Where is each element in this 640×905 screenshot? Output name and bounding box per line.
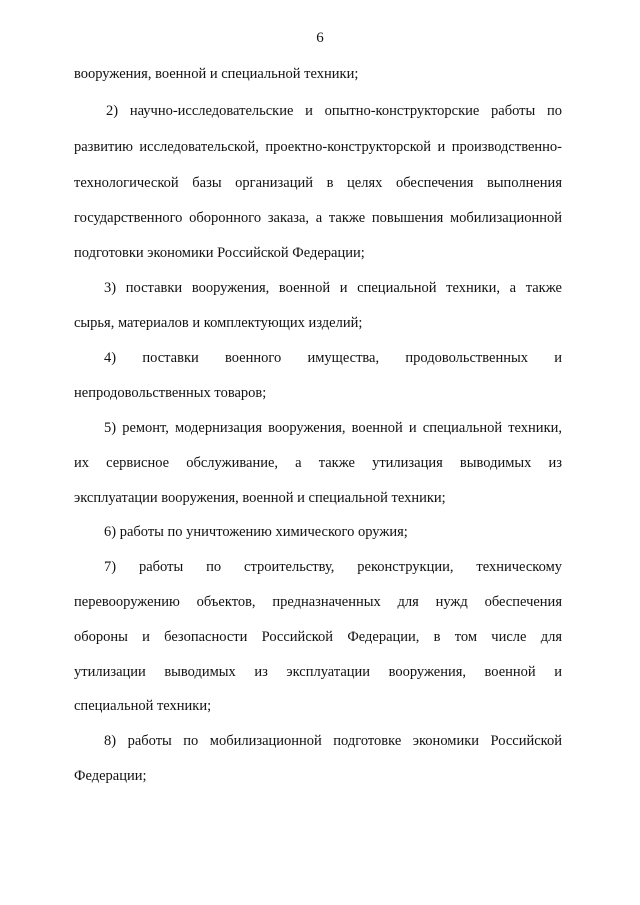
text-line: 3) поставки вооружения, военной и специальной техники, а также [104,280,562,296]
text-line: непродовольственных товаров; [74,385,267,401]
text-line: обороны и безопасности Российской Федерации, в том числе для [74,629,562,645]
text-line: вооружения, военной и специальной техники; [74,66,359,82]
text-line: 6) работы по уничтожению химического оружия; [104,524,408,540]
text-line: технологической базы организаций в целях обеспечения выполнения [74,175,562,191]
page-number: 6 [316,30,324,46]
text-line: 4) поставки военного имущества, продовольственных и [104,350,562,366]
text-line: 5) ремонт, модернизация вооружения, военной и специальной техники, [104,420,562,436]
text-line: их сервисное обслуживание, а также утилизация выводимых из [74,455,562,471]
text-line: подготовки экономики Российской Федерации; [74,245,365,261]
text-line: Федерации; [74,768,147,784]
text-line: перевооружению объектов, предназначенных для нужд обеспечения [74,594,562,610]
text-line: государственного оборонного заказа, а также повышения мобилизационной [74,210,562,226]
text-line: специальной техники; [74,698,212,714]
text-line: утилизации выводимых из эксплуатации вооружения, военной и [74,664,562,680]
text-line: развитию исследовательской, проектно-конструкторской и производственно- [74,139,562,155]
text-line: эксплуатации вооружения, военной и специальной техники; [74,490,446,506]
text-line: 2) научно-исследовательские и опытно-конструкторские работы по [106,103,562,119]
text-line: сырья, материалов и комплектующих изделий; [74,315,363,331]
text-line: 7) работы по строительству, реконструкции, техническому [104,559,562,575]
text-line: 8) работы по мобилизационной подготовке экономики Российской [104,733,562,749]
